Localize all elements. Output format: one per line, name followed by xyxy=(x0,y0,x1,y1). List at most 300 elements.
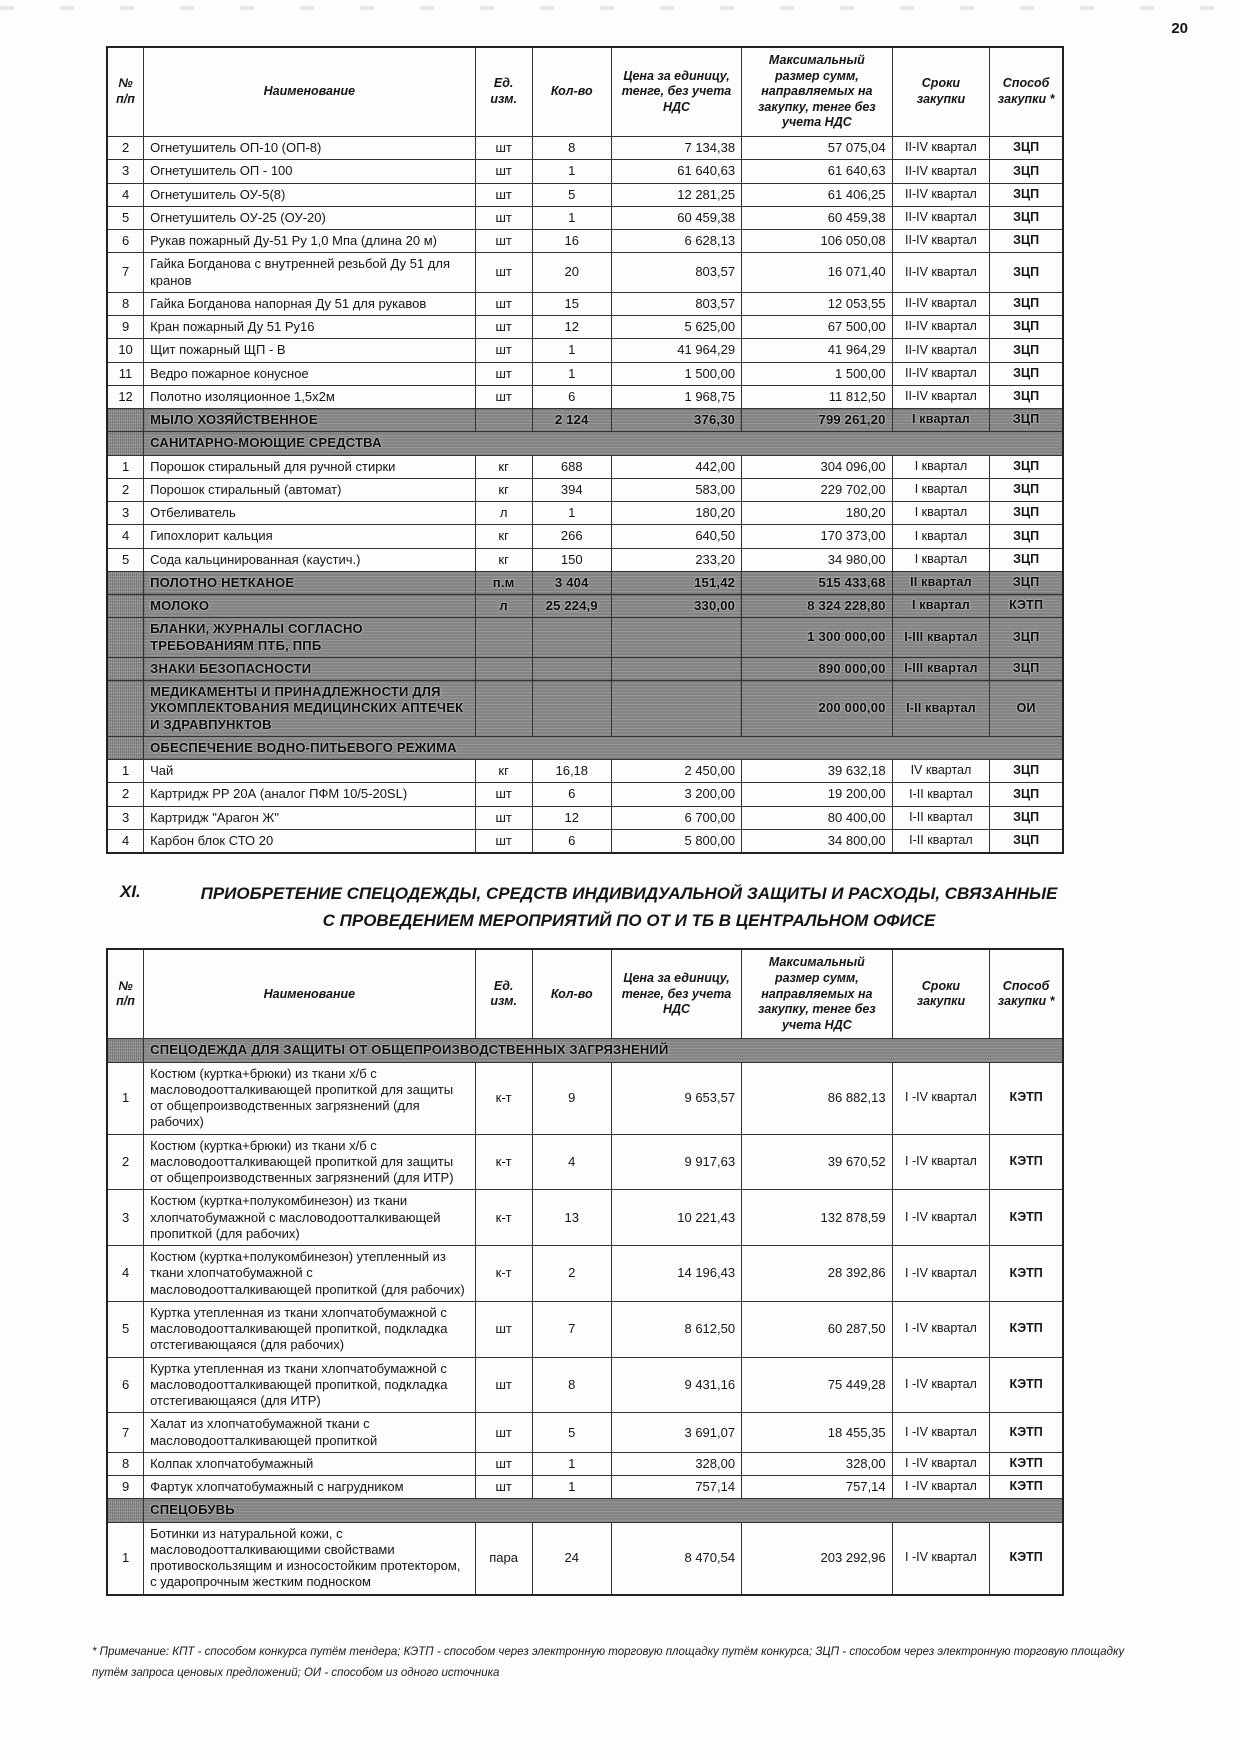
cell-max: 39 670,52 xyxy=(742,1134,893,1190)
cell-name: Костюм (куртка+брюки) из ткани х/б с масловодоотталкивающей пропиткой для защиты от общепроизводственных загрязнений (для ИТР) xyxy=(144,1134,476,1190)
cell-num xyxy=(107,571,144,594)
cell-qty: 6 xyxy=(532,829,611,853)
cell-price: 14 196,43 xyxy=(611,1246,741,1302)
cell-max: 34 980,00 xyxy=(742,548,893,571)
cell-name: Гайка Богданова с внутренней резьбой Ду 51 для кранов xyxy=(144,253,476,293)
cell-term: I -IV квартал xyxy=(892,1246,990,1302)
cell-method: ЗЦП xyxy=(990,618,1063,658)
cell-num: 7 xyxy=(107,1413,144,1453)
cell-max: 34 800,00 xyxy=(742,829,893,853)
table-row xyxy=(107,292,1063,315)
cell-max: 515 433,68 xyxy=(742,571,893,594)
cell-price: 8 470,54 xyxy=(611,1522,741,1595)
cell-term: IV квартал xyxy=(892,760,990,783)
column-header: Кол-во xyxy=(532,949,611,1039)
cell-unit: шт xyxy=(475,1301,532,1357)
cell-num: 1 xyxy=(107,1062,144,1134)
cell-unit: шт xyxy=(475,253,532,293)
cell-method: ЗЦП xyxy=(990,339,1063,362)
table-row xyxy=(107,409,1063,432)
cell-price: 9 917,63 xyxy=(611,1134,741,1190)
cell-section-name: СПЕЦОДЕЖДА ДЛЯ ЗАЩИТЫ ОТ ОБЩЕПРОИЗВОДСТВЕННЫХ ЗАГРЯЗНЕНИЙ xyxy=(144,1039,1063,1062)
cell-num: 4 xyxy=(107,183,144,206)
cell-num: 3 xyxy=(107,160,144,183)
cell-method: ЗЦП xyxy=(990,783,1063,806)
procurement-table-1 xyxy=(106,46,1064,854)
cell-name: Ботинки из натуральной кожи, с масловодоотталкивающими свойствами противоскользящим и износостойким протектором, с ударопрочным жестким подноском xyxy=(144,1522,476,1595)
cell-term: I квартал xyxy=(892,525,990,548)
table-row xyxy=(107,1476,1063,1499)
cell-num: 10 xyxy=(107,339,144,362)
cell-num: 3 xyxy=(107,1190,144,1246)
cell-term: I -IV квартал xyxy=(892,1301,990,1357)
cell-price: 6 628,13 xyxy=(611,230,741,253)
cell-price: 151,42 xyxy=(611,571,741,594)
table-row xyxy=(107,1190,1063,1246)
column-header: Способ закупки * xyxy=(990,47,1063,137)
column-header: № п/п xyxy=(107,949,144,1039)
cell-max: 11 812,50 xyxy=(742,385,893,408)
cell-term: I-III квартал xyxy=(892,618,990,658)
cell-name: ЗНАКИ БЕЗОПАСНОСТИ xyxy=(144,657,476,680)
cell-qty: 20 xyxy=(532,253,611,293)
cell-name: Сода кальцинированная (каустич.) xyxy=(144,548,476,571)
cell-max: 57 075,04 xyxy=(742,137,893,160)
cell-unit: кг xyxy=(475,525,532,548)
column-header: Ед. изм. xyxy=(475,949,532,1039)
cell-qty: 1 xyxy=(532,339,611,362)
cell-unit: шт xyxy=(475,1413,532,1453)
cell-price: 3 200,00 xyxy=(611,783,741,806)
cell-name: Огнетушитель ОП-10 (ОП-8) xyxy=(144,137,476,160)
cell-price: 6 700,00 xyxy=(611,806,741,829)
cell-method: ЗЦП xyxy=(990,571,1063,594)
table-row xyxy=(107,160,1063,183)
cell-unit: шт xyxy=(475,362,532,385)
cell-price: 9 431,16 xyxy=(611,1357,741,1413)
cell-unit: шт xyxy=(475,1452,532,1475)
cell-name: Карбон блок СТО 20 xyxy=(144,829,476,853)
cell-method: КЭТП xyxy=(990,1452,1063,1475)
cell-max: 132 878,59 xyxy=(742,1190,893,1246)
cell-method: КЭТП xyxy=(990,1522,1063,1595)
section-row xyxy=(107,1499,1063,1522)
cell-unit: шт xyxy=(475,385,532,408)
cell-name: Огнетушитель ОУ-5(8) xyxy=(144,183,476,206)
cell-qty: 1 xyxy=(532,206,611,229)
cell-num: 5 xyxy=(107,206,144,229)
table-row xyxy=(107,657,1063,680)
cell-num xyxy=(107,409,144,432)
cell-unit: шт xyxy=(475,183,532,206)
table-row xyxy=(107,760,1063,783)
column-header: Кол-во xyxy=(532,47,611,137)
cell-method: КЭТП xyxy=(990,595,1063,618)
section-row xyxy=(107,432,1063,455)
cell-price: 803,57 xyxy=(611,253,741,293)
cell-price: 803,57 xyxy=(611,292,741,315)
column-header: Максимальный размер сумм, направляемых на закупку, тенге без учета НДС xyxy=(742,47,893,137)
column-header: Сроки закупки xyxy=(892,47,990,137)
cell-method: ЗЦП xyxy=(990,316,1063,339)
cell-num: 6 xyxy=(107,230,144,253)
cell-unit: шт xyxy=(475,1357,532,1413)
table-row xyxy=(107,783,1063,806)
section-row xyxy=(107,736,1063,759)
cell-unit: к-т xyxy=(475,1190,532,1246)
cell-method: ЗЦП xyxy=(990,409,1063,432)
cell-num xyxy=(107,681,144,737)
cell-method: ЗЦП xyxy=(990,829,1063,853)
cell-term: I -IV квартал xyxy=(892,1062,990,1134)
section-row xyxy=(107,1039,1063,1062)
cell-num: 1 xyxy=(107,1522,144,1595)
cell-term: II-IV квартал xyxy=(892,206,990,229)
cell-qty: 5 xyxy=(532,183,611,206)
cell-term: II-IV квартал xyxy=(892,230,990,253)
cell-term: I -IV квартал xyxy=(892,1357,990,1413)
cell-price: 1 500,00 xyxy=(611,362,741,385)
cell-name: Куртка утепленная из ткани хлопчатобумажной с масловодоотталкивающей пропиткой, подкладка отстегивающаяся (для рабочих) xyxy=(144,1301,476,1357)
cell-method: ЗЦП xyxy=(990,455,1063,478)
cell-section-name: СПЕЦОБУВЬ xyxy=(144,1499,1063,1522)
cell-num xyxy=(107,432,144,455)
cell-price: 5 625,00 xyxy=(611,316,741,339)
cell-price: 9 653,57 xyxy=(611,1062,741,1134)
cell-name: Огнетушитель ОП - 100 xyxy=(144,160,476,183)
cell-price: 60 459,38 xyxy=(611,206,741,229)
column-header: № п/п xyxy=(107,47,144,137)
table-row xyxy=(107,1246,1063,1302)
cell-name: Огнетушитель ОУ-25 (ОУ-20) xyxy=(144,206,476,229)
cell-term: I-III квартал xyxy=(892,657,990,680)
cell-name: Куртка утепленная из ткани хлопчатобумажной с масловодоотталкивающей пропиткой, подкладка отстегивающаяся (для ИТР) xyxy=(144,1357,476,1413)
cell-price xyxy=(611,657,741,680)
cell-max: 18 455,35 xyxy=(742,1413,893,1453)
table-row xyxy=(107,206,1063,229)
column-header: Способ закупки * xyxy=(990,949,1063,1039)
cell-unit: к-т xyxy=(475,1134,532,1190)
cell-method: КЭТП xyxy=(990,1413,1063,1453)
procurement-table-2 xyxy=(106,948,1064,1595)
cell-unit: шт xyxy=(475,316,532,339)
cell-num: 5 xyxy=(107,1301,144,1357)
cell-unit: шт xyxy=(475,806,532,829)
cell-name: Костюм (куртка+брюки) из ткани х/б с масловодоотталкивающей пропиткой для защиты от общепроизводственных загрязнений (для рабочих) xyxy=(144,1062,476,1134)
cell-name: Чай xyxy=(144,760,476,783)
cell-max: 170 373,00 xyxy=(742,525,893,548)
cell-unit xyxy=(475,409,532,432)
cell-price: 640,50 xyxy=(611,525,741,548)
cell-term: I квартал xyxy=(892,478,990,501)
cell-max: 80 400,00 xyxy=(742,806,893,829)
cell-max: 67 500,00 xyxy=(742,316,893,339)
cell-unit: шт xyxy=(475,783,532,806)
cell-qty: 1 xyxy=(532,362,611,385)
table-row xyxy=(107,1522,1063,1595)
cell-term: II-IV квартал xyxy=(892,316,990,339)
cell-qty: 12 xyxy=(532,806,611,829)
cell-num: 9 xyxy=(107,1476,144,1499)
cell-unit xyxy=(475,618,532,658)
cell-max: 86 882,13 xyxy=(742,1062,893,1134)
cell-price: 376,30 xyxy=(611,409,741,432)
cell-qty: 12 xyxy=(532,316,611,339)
cell-name: Гипохлорит кальция xyxy=(144,525,476,548)
cell-section-name: ОБЕСПЕЧЕНИЕ ВОДНО-ПИТЬЕВОГО РЕЖИМА xyxy=(144,736,1063,759)
table-row xyxy=(107,455,1063,478)
cell-name: Щит пожарный ЩП - В xyxy=(144,339,476,362)
cell-qty: 16 xyxy=(532,230,611,253)
table-row xyxy=(107,362,1063,385)
cell-method: ЗЦП xyxy=(990,137,1063,160)
cell-name: БЛАНКИ, ЖУРНАЛЫ СОГЛАСНО ТРЕБОВАНИЯМ ПТБ, ППБ xyxy=(144,618,476,658)
cell-qty: 4 xyxy=(532,1134,611,1190)
cell-method: ОИ xyxy=(990,681,1063,737)
cell-term: I-II квартал xyxy=(892,783,990,806)
cell-method: КЭТП xyxy=(990,1476,1063,1499)
cell-name: Халат из хлопчатобумажной ткани с масловодоотталкивающей пропиткой xyxy=(144,1413,476,1453)
cell-price: 328,00 xyxy=(611,1452,741,1475)
cell-qty: 3 404 xyxy=(532,571,611,594)
cell-method: ЗЦП xyxy=(990,160,1063,183)
cell-max: 1 500,00 xyxy=(742,362,893,385)
cell-term: I -IV квартал xyxy=(892,1476,990,1499)
cell-term: I-II квартал xyxy=(892,829,990,853)
page-number: 20 xyxy=(1171,20,1188,37)
cell-name: Полотно изоляционное 1,5х2м xyxy=(144,385,476,408)
table-1-header xyxy=(107,47,1063,137)
table-row xyxy=(107,829,1063,853)
cell-price: 10 221,43 xyxy=(611,1190,741,1246)
cell-name: Ведро пожарное конусное xyxy=(144,362,476,385)
cell-price: 2 450,00 xyxy=(611,760,741,783)
cell-name: Картридж РР 20А (аналог ПФМ 10/5-20SL) xyxy=(144,783,476,806)
cell-term: I квартал xyxy=(892,548,990,571)
cell-max: 890 000,00 xyxy=(742,657,893,680)
cell-name: Костюм (куртка+полукомбинезон) утепленный из ткани хлопчатобумажной с масловодоотталкивающей пропиткой (для рабочих) xyxy=(144,1246,476,1302)
cell-qty: 5 xyxy=(532,1413,611,1453)
cell-method: КЭТП xyxy=(990,1134,1063,1190)
cell-price: 583,00 xyxy=(611,478,741,501)
cell-num: 1 xyxy=(107,455,144,478)
cell-term: I-II квартал xyxy=(892,806,990,829)
cell-name: Кран пожарный Ду 51 Ру16 xyxy=(144,316,476,339)
cell-name: Рукав пожарный Ду-51 Ру 1,0 Мпа (длина 20 м) xyxy=(144,230,476,253)
cell-qty xyxy=(532,681,611,737)
table-row xyxy=(107,1452,1063,1475)
cell-max: 229 702,00 xyxy=(742,478,893,501)
cell-num: 2 xyxy=(107,137,144,160)
cell-num xyxy=(107,657,144,680)
cell-unit xyxy=(475,681,532,737)
cell-term: II-IV квартал xyxy=(892,362,990,385)
cell-max: 200 000,00 xyxy=(742,681,893,737)
table-row xyxy=(107,1062,1063,1134)
table-row xyxy=(107,1357,1063,1413)
cell-price xyxy=(611,681,741,737)
cell-name: МЫЛО ХОЗЯЙСТВЕННОЕ xyxy=(144,409,476,432)
table-row xyxy=(107,571,1063,594)
cell-method: ЗЦП xyxy=(990,362,1063,385)
cell-term: I квартал xyxy=(892,455,990,478)
footnote: * Примечание: КПТ - способом конкурса путём тендера; КЭТП - способом через электронную торговую площадку путём конкурса; ЗЦП - способом через электронную торговую площадку путём запроса ценовых предложений; ОИ - способом из одного источника xyxy=(92,1645,1125,1680)
cell-term: II-IV квартал xyxy=(892,137,990,160)
cell-unit: шт xyxy=(475,230,532,253)
cell-unit: п.м xyxy=(475,571,532,594)
cell-unit: шт xyxy=(475,829,532,853)
cell-max: 180,20 xyxy=(742,502,893,525)
cell-qty: 2 124 xyxy=(532,409,611,432)
cell-num xyxy=(107,595,144,618)
cell-max: 61 640,63 xyxy=(742,160,893,183)
column-header: Максимальный размер сумм, направляемых на закупку, тенге без учета НДС xyxy=(742,949,893,1039)
cell-unit: кг xyxy=(475,478,532,501)
cell-method: ЗЦП xyxy=(990,760,1063,783)
table-row xyxy=(107,1134,1063,1190)
cell-unit: к-т xyxy=(475,1062,532,1134)
cell-num: 5 xyxy=(107,548,144,571)
cell-max: 28 392,86 xyxy=(742,1246,893,1302)
cell-term: II-IV квартал xyxy=(892,183,990,206)
cell-name: Картридж "Арагон Ж" xyxy=(144,806,476,829)
table-row xyxy=(107,548,1063,571)
cell-num: 7 xyxy=(107,253,144,293)
cell-price: 330,00 xyxy=(611,595,741,618)
cell-term: II-IV квартал xyxy=(892,385,990,408)
cell-num xyxy=(107,1039,144,1062)
cell-method: КЭТП xyxy=(990,1246,1063,1302)
cell-unit: кг xyxy=(475,455,532,478)
cell-qty: 266 xyxy=(532,525,611,548)
cell-max: 60 287,50 xyxy=(742,1301,893,1357)
cell-num xyxy=(107,736,144,759)
cell-price: 757,14 xyxy=(611,1476,741,1499)
cell-max: 203 292,96 xyxy=(742,1522,893,1595)
cell-term: II квартал xyxy=(892,571,990,594)
cell-num: 3 xyxy=(107,502,144,525)
cell-num: 12 xyxy=(107,385,144,408)
cell-method: КЭТП xyxy=(990,1301,1063,1357)
cell-term: I квартал xyxy=(892,595,990,618)
table-row xyxy=(107,806,1063,829)
cell-term: I -IV квартал xyxy=(892,1522,990,1595)
cell-name: Фартук хлопчатобумажный с нагрудником xyxy=(144,1476,476,1499)
cell-qty: 16,18 xyxy=(532,760,611,783)
cell-unit xyxy=(475,657,532,680)
cell-qty: 15 xyxy=(532,292,611,315)
cell-max: 16 071,40 xyxy=(742,253,893,293)
cell-num: 2 xyxy=(107,783,144,806)
cell-unit: шт xyxy=(475,339,532,362)
cell-max: 39 632,18 xyxy=(742,760,893,783)
cell-term: I -IV квартал xyxy=(892,1452,990,1475)
cell-qty: 1 xyxy=(532,1452,611,1475)
cell-num: 2 xyxy=(107,478,144,501)
cell-qty: 8 xyxy=(532,1357,611,1413)
cell-qty xyxy=(532,618,611,658)
cell-qty: 8 xyxy=(532,137,611,160)
cell-num: 11 xyxy=(107,362,144,385)
cell-qty: 1 xyxy=(532,160,611,183)
table-2-header xyxy=(107,949,1063,1039)
cell-term: I -IV квартал xyxy=(892,1190,990,1246)
cell-qty: 1 xyxy=(532,1476,611,1499)
cell-unit: к-т xyxy=(475,1246,532,1302)
cell-method: ЗЦП xyxy=(990,292,1063,315)
table-row xyxy=(107,385,1063,408)
cell-method: ЗЦП xyxy=(990,548,1063,571)
cell-qty: 6 xyxy=(532,385,611,408)
table-row xyxy=(107,1301,1063,1357)
cell-num: 8 xyxy=(107,1452,144,1475)
table-row xyxy=(107,525,1063,548)
cell-num: 6 xyxy=(107,1357,144,1413)
cell-max: 757,14 xyxy=(742,1476,893,1499)
cell-qty: 7 xyxy=(532,1301,611,1357)
cell-price: 7 134,38 xyxy=(611,137,741,160)
cell-num: 2 xyxy=(107,1134,144,1190)
cell-price: 442,00 xyxy=(611,455,741,478)
cell-num xyxy=(107,618,144,658)
cell-price: 3 691,07 xyxy=(611,1413,741,1453)
cell-unit: шт xyxy=(475,292,532,315)
cell-unit: л xyxy=(475,595,532,618)
cell-num: 9 xyxy=(107,316,144,339)
cell-max: 19 200,00 xyxy=(742,783,893,806)
cell-qty: 13 xyxy=(532,1190,611,1246)
table-row xyxy=(107,681,1063,737)
cell-unit: шт xyxy=(475,1476,532,1499)
cell-term: I-II квартал xyxy=(892,681,990,737)
cell-method: ЗЦП xyxy=(990,385,1063,408)
cell-method: ЗЦП xyxy=(990,206,1063,229)
table-row xyxy=(107,316,1063,339)
cell-method: ЗЦП xyxy=(990,657,1063,680)
cell-term: II-IV квартал xyxy=(892,160,990,183)
cell-method: КЭТП xyxy=(990,1062,1063,1134)
cell-term: I квартал xyxy=(892,502,990,525)
cell-unit: кг xyxy=(475,760,532,783)
table-row xyxy=(107,618,1063,658)
column-header: Цена за единицу, тенге, без учета НДС xyxy=(611,949,741,1039)
cell-unit: л xyxy=(475,502,532,525)
cell-qty: 1 xyxy=(532,502,611,525)
cell-num xyxy=(107,1499,144,1522)
cell-term: II-IV квартал xyxy=(892,339,990,362)
cell-name: Порошок стиральный (автомат) xyxy=(144,478,476,501)
cell-method: ЗЦП xyxy=(990,230,1063,253)
cell-section-name: САНИТАРНО-МОЮЩИЕ СРЕДСТВА xyxy=(144,432,1063,455)
cell-unit: шт xyxy=(475,206,532,229)
cell-method: ЗЦП xyxy=(990,525,1063,548)
cell-max: 60 459,38 xyxy=(742,206,893,229)
cell-name: МЕДИКАМЕНТЫ И ПРИНАДЛЕЖНОСТИ ДЛЯ УКОМПЛЕКТОВАНИЯ МЕДИЦИНСКИХ АПТЕЧЕК И ЗДРАВПУНКТОВ xyxy=(144,681,476,737)
cell-num: 4 xyxy=(107,829,144,853)
column-header: Наименование xyxy=(144,47,476,137)
cell-qty: 24 xyxy=(532,1522,611,1595)
section-xi-heading xyxy=(106,880,1064,934)
column-header: Наименование xyxy=(144,949,476,1039)
table-row xyxy=(107,502,1063,525)
cell-price: 5 800,00 xyxy=(611,829,741,853)
cell-qty: 25 224,9 xyxy=(532,595,611,618)
table-row xyxy=(107,183,1063,206)
table-row xyxy=(107,1413,1063,1453)
cell-name: Колпак хлопчатобумажный xyxy=(144,1452,476,1475)
cell-num: 8 xyxy=(107,292,144,315)
section-title: ПРИОБРЕТЕНИЕ СПЕЦОДЕЖДЫ, СРЕДСТВ ИНДИВИДУАЛЬНОЙ ЗАЩИТЫ И РАСХОДЫ, СВЯЗАННЫЕ С ПРОВЕДЕНИЕМ МЕРОПРИЯТИЙ ПО ОТ И ТБ В ЦЕНТРАЛЬНОМ ОФИСЕ xyxy=(200,884,1058,931)
